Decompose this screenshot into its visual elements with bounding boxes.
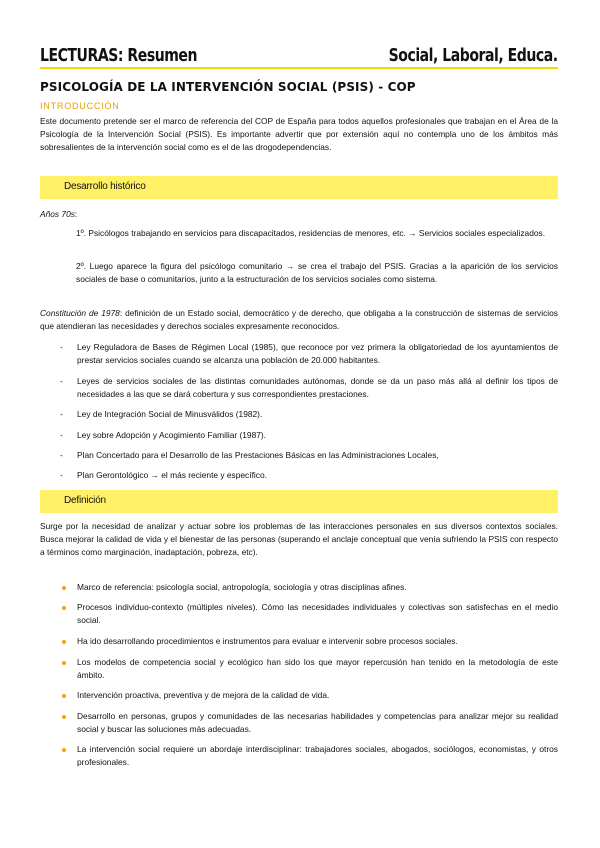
bullet-text: Desarrollo en personas, grupos y comunidades de las necesarias habilidades y competencias para analizar mejor su realidad social y buscar las soluciones más adecuadas.	[77, 711, 558, 734]
list-item	[60, 469, 558, 482]
list-item	[60, 429, 558, 442]
list-item-text: Leyes de servicios sociales de las distintas comunidades autónomas, donde se da un paso más allá al definir los tipos de necesidades a las que se dará cobertura y sus correspondientes prestaciones.	[77, 376, 558, 399]
dash-marker: -	[60, 470, 63, 480]
list-item	[60, 375, 558, 401]
bullet-item	[60, 689, 558, 702]
list-item-text: Ley de Integración Social de Minusválidos (1982).	[77, 409, 263, 419]
bullet-icon	[62, 606, 66, 610]
list-item	[60, 341, 558, 367]
bullet-item	[60, 710, 558, 736]
section-heading-band	[40, 176, 558, 199]
section-heading: Definición	[64, 495, 106, 506]
header-divider	[40, 67, 558, 69]
bullet-icon	[62, 748, 66, 752]
list-item	[60, 408, 558, 421]
bullet-text: Los modelos de competencia social y ecológico han sido los que mayor repercusión han tenido en la metodología de este ámbito.	[77, 657, 558, 680]
bullet-item	[60, 743, 558, 769]
bullet-text: Ha ido desarrollando procedimientos e instrumentos para evaluar e intervenir sobre procesos sociales.	[77, 636, 458, 646]
list-item	[60, 449, 558, 462]
bullet-text: Procesos individuo-contexto (múltiples niveles). Cómo las necesidades individuales y colectivas son satisfechas en el medio social.	[77, 602, 558, 625]
definition-intro: Surge por la necesidad de analizar y actuar sobre los problemas de las interacciones personales en sus diversos contextos sociales. Busca mejorar la calidad de vida y el bienestar de las personas (superando el anclaje conceptual que venía sufriendo la PSIS con respecto a términos como marginación, inadaptación, pobreza, etc).	[40, 521, 558, 557]
bullet-icon	[62, 694, 66, 698]
bullet-item	[60, 656, 558, 682]
sub-item-2: 2º. Luego aparece la figura del psicólogo comunitario → se crea el trabajo del PSIS. Gracias a la aparición de los servicios sociales de base o comunitarios, junto a la estructuración de los servicios sociales como sistema.	[76, 261, 558, 284]
bullet-icon	[62, 661, 66, 665]
dash-marker: -	[60, 342, 63, 352]
bullet-item	[60, 635, 558, 648]
section-heading-band	[40, 490, 558, 513]
bullet-item	[60, 581, 558, 594]
bullet-icon	[62, 586, 66, 590]
dash-marker: -	[60, 409, 63, 419]
bullet-text: La intervención social requiere un abordaje interdisciplinar: trabajadores sociales, abogados, sociólogos, economistas, y otros profesionales.	[77, 744, 558, 767]
years-colon: :	[74, 209, 78, 219]
intro-paragraph: Este documento pretende ser el marco de referencia del COP de España para todos aquellos profesionales que trabajan en el Área de la Psicología de la Intervención Social (PSIS). Es importante advertir que por extensión aquí no contempla uno de los ámbitos más sobresalientes de la intervención social como es el de las drogodependencias.	[40, 116, 558, 152]
header-right-title: Social, Laboral, Educa.	[389, 45, 558, 66]
page-header	[40, 46, 558, 66]
section-subtitle: INTRODUCCIÓN	[40, 101, 120, 111]
years-label: Años 70s	[40, 209, 75, 219]
list-item-text: Plan Gerontológico → el más reciente y específico.	[77, 470, 267, 480]
document-title: PSICOLOGÍA DE LA INTERVENCIÓN SOCIAL (PSIS) - COP	[40, 80, 416, 94]
sub-item-1: 1º. Psicólogos trabajando en servicios para discapacitados, residencias de menores, etc. → Servicios sociales especializados.	[76, 228, 546, 238]
bullet-icon	[62, 715, 66, 719]
header-left-title: LECTURAS: Resumen	[40, 45, 197, 66]
constitution-text: : definición de un Estado social, democrático y de derecho, que obligaba a la construcción de sistemas de servicios que atendieran las necesidades y derechos sociales expresamente reconocidos.	[40, 308, 558, 331]
constitution-label: Constitución de 1978	[40, 308, 120, 318]
section-heading: Desarrollo histórico	[64, 181, 146, 192]
constitution-paragraph	[40, 307, 558, 333]
list-item-text: Ley sobre Adopción y Acogimiento Familiar (1987).	[77, 430, 267, 440]
years-line	[40, 208, 558, 221]
bullet-text: Marco de referencia: psicología social, antropología, sociología y otras disciplinas afines.	[77, 582, 407, 592]
dash-marker: -	[60, 376, 63, 386]
bullet-item	[60, 601, 558, 627]
dash-marker: -	[60, 430, 63, 440]
bullet-text: Intervención proactiva, preventiva y de mejora de la calidad de vida.	[77, 690, 330, 700]
dash-marker: -	[60, 450, 63, 460]
bullet-icon	[62, 640, 66, 644]
list-item-text: Plan Concertado para el Desarrollo de las Prestaciones Básicas en las Administraciones Locales,	[77, 450, 439, 460]
list-item-text: Ley Reguladora de Bases de Régimen Local (1985), que reconoce por vez primera la obligatoriedad de los ayuntamientos de prestar servicios sociales cuando se alcanza una población de 20.000 habitantes.	[77, 342, 558, 365]
